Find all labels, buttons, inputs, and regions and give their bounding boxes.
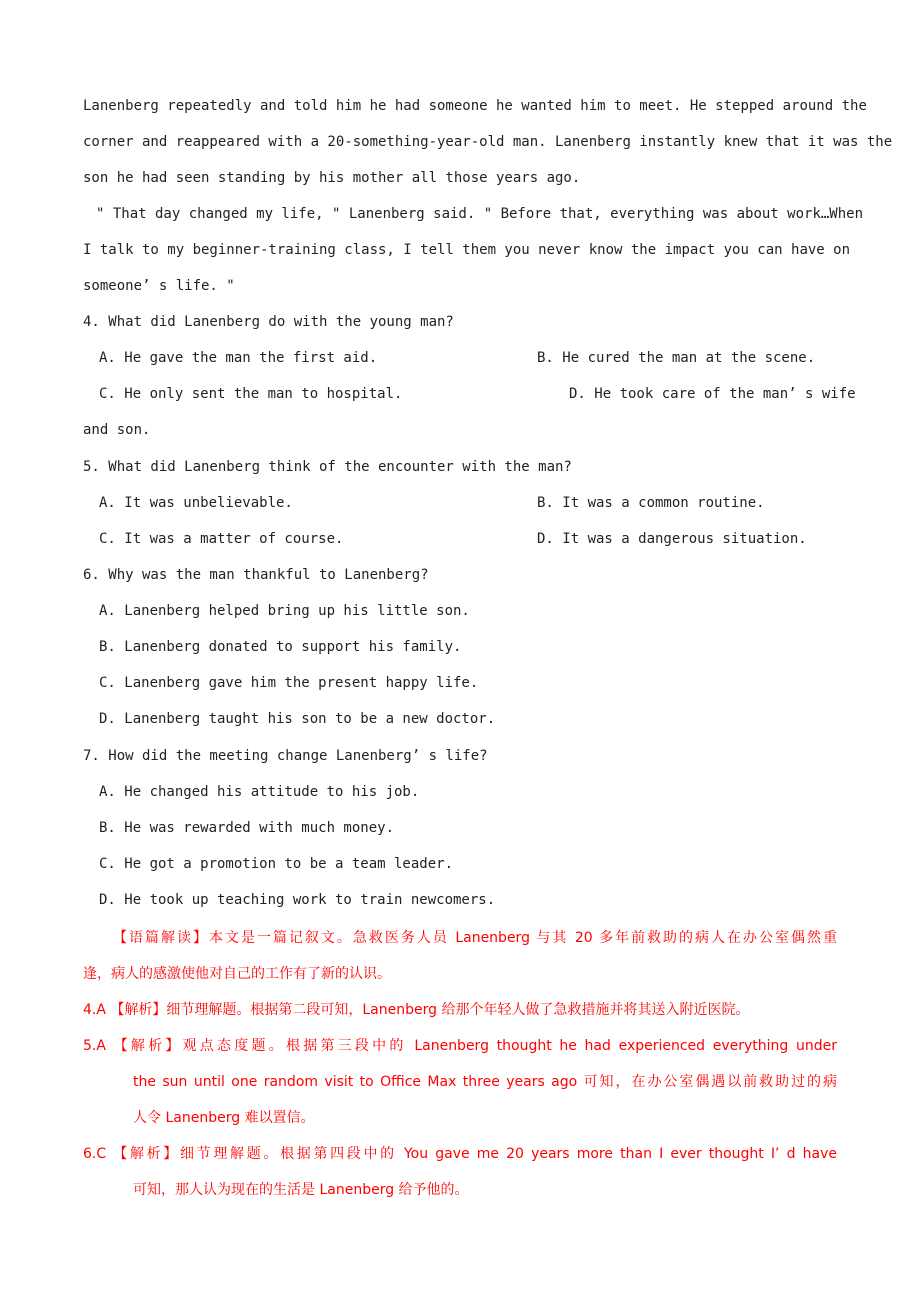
- q7-option-a: A. He changed his attitude to his job.: [99, 784, 420, 800]
- passage-line: Lanenberg repeatedly and told him he had someone he wanted him to meet. He stepped around the: [83, 98, 867, 114]
- question-stem-6: 6. Why was the man thankful to Lanenberg?: [83, 567, 429, 583]
- quote-line: someone’ s life. ": [83, 278, 235, 294]
- q5-option-b: B. It was a common routine.: [537, 495, 765, 511]
- answer-5-explanation-cont: the sun until one random visit to Office Max three years ago 可知，在办公室偶遇以前救助过的病: [133, 1074, 837, 1090]
- passage-line: son he had seen standing by his mother all those years ago.: [83, 170, 581, 186]
- q4-option-c: C. He only sent the man to hospital.: [99, 386, 403, 402]
- q4-option-a: A. He gave the man the first aid.: [99, 350, 378, 366]
- answer-5-explanation: 5.A 【解析】观点态度题。根据第三段中的 Lanenberg thought he had experienced everything under: [83, 1038, 837, 1054]
- q5-option-c: C. It was a matter of course.: [99, 531, 344, 547]
- q4-option-d-continued: and son.: [83, 422, 151, 438]
- passage-line: corner and reappeared with a 20-something-year-old man. Lanenberg instantly knew that it was the: [83, 134, 893, 150]
- q4-option-d: D. He took care of the man’ s wife: [569, 386, 856, 402]
- q7-option-d: D. He took up teaching work to train newcomers.: [99, 892, 496, 908]
- answer-6-explanation-cont: 可知，那人认为现在的生活是 Lanenberg 给予他的。: [133, 1182, 469, 1198]
- q5-option-d: D. It was a dangerous situation.: [537, 531, 807, 547]
- q7-option-b: B. He was rewarded with much money.: [99, 820, 395, 836]
- q6-option-c: C. Lanenberg gave him the present happy life.: [99, 675, 479, 691]
- q7-option-c: C. He got a promotion to be a team leader.: [99, 856, 454, 872]
- q5-option-a: A. It was unbelievable.: [99, 495, 293, 511]
- question-stem-7: 7. How did the meeting change Lanenberg’ s life?: [83, 748, 488, 764]
- q6-option-d: D. Lanenberg taught his son to be a new doctor.: [99, 711, 496, 727]
- analysis-summary-cont: 逢，病人的感激使他对自己的工作有了新的认识。: [83, 966, 391, 982]
- q6-option-b: B. Lanenberg donated to support his family.: [99, 639, 462, 655]
- answer-4-explanation: 4.A 【解析】细节理解题。根据第二段可知，Lanenberg 给那个年轻人做了急救措施并将其送入附近医院。: [83, 1002, 750, 1018]
- q6-option-a: A. Lanenberg helped bring up his little son.: [99, 603, 470, 619]
- q4-option-b: B. He cured the man at the scene.: [537, 350, 816, 366]
- quote-line: " That day changed my life, " Lanenberg said. " Before that, everything was about work…When: [96, 206, 864, 222]
- question-stem-4: 4. What did Lanenberg do with the young man?: [83, 314, 454, 330]
- answer-6-explanation: 6.C 【解析】细节理解题。根据第四段中的 You gave me 20 years more than I ever thought I’ d have: [83, 1146, 837, 1162]
- question-stem-5: 5. What did Lanenberg think of the encounter with the man?: [83, 459, 572, 475]
- analysis-summary: 【语篇解读】本文是一篇记叙文。急救医务人员 Lanenberg 与其 20 多年前救助的病人在办公室偶然重: [113, 930, 837, 946]
- answer-5-explanation-cont: 人令 Lanenberg 难以置信。: [133, 1110, 315, 1126]
- quote-line: I talk to my beginner-training class, I tell them you never know the impact you can have on: [83, 242, 851, 258]
